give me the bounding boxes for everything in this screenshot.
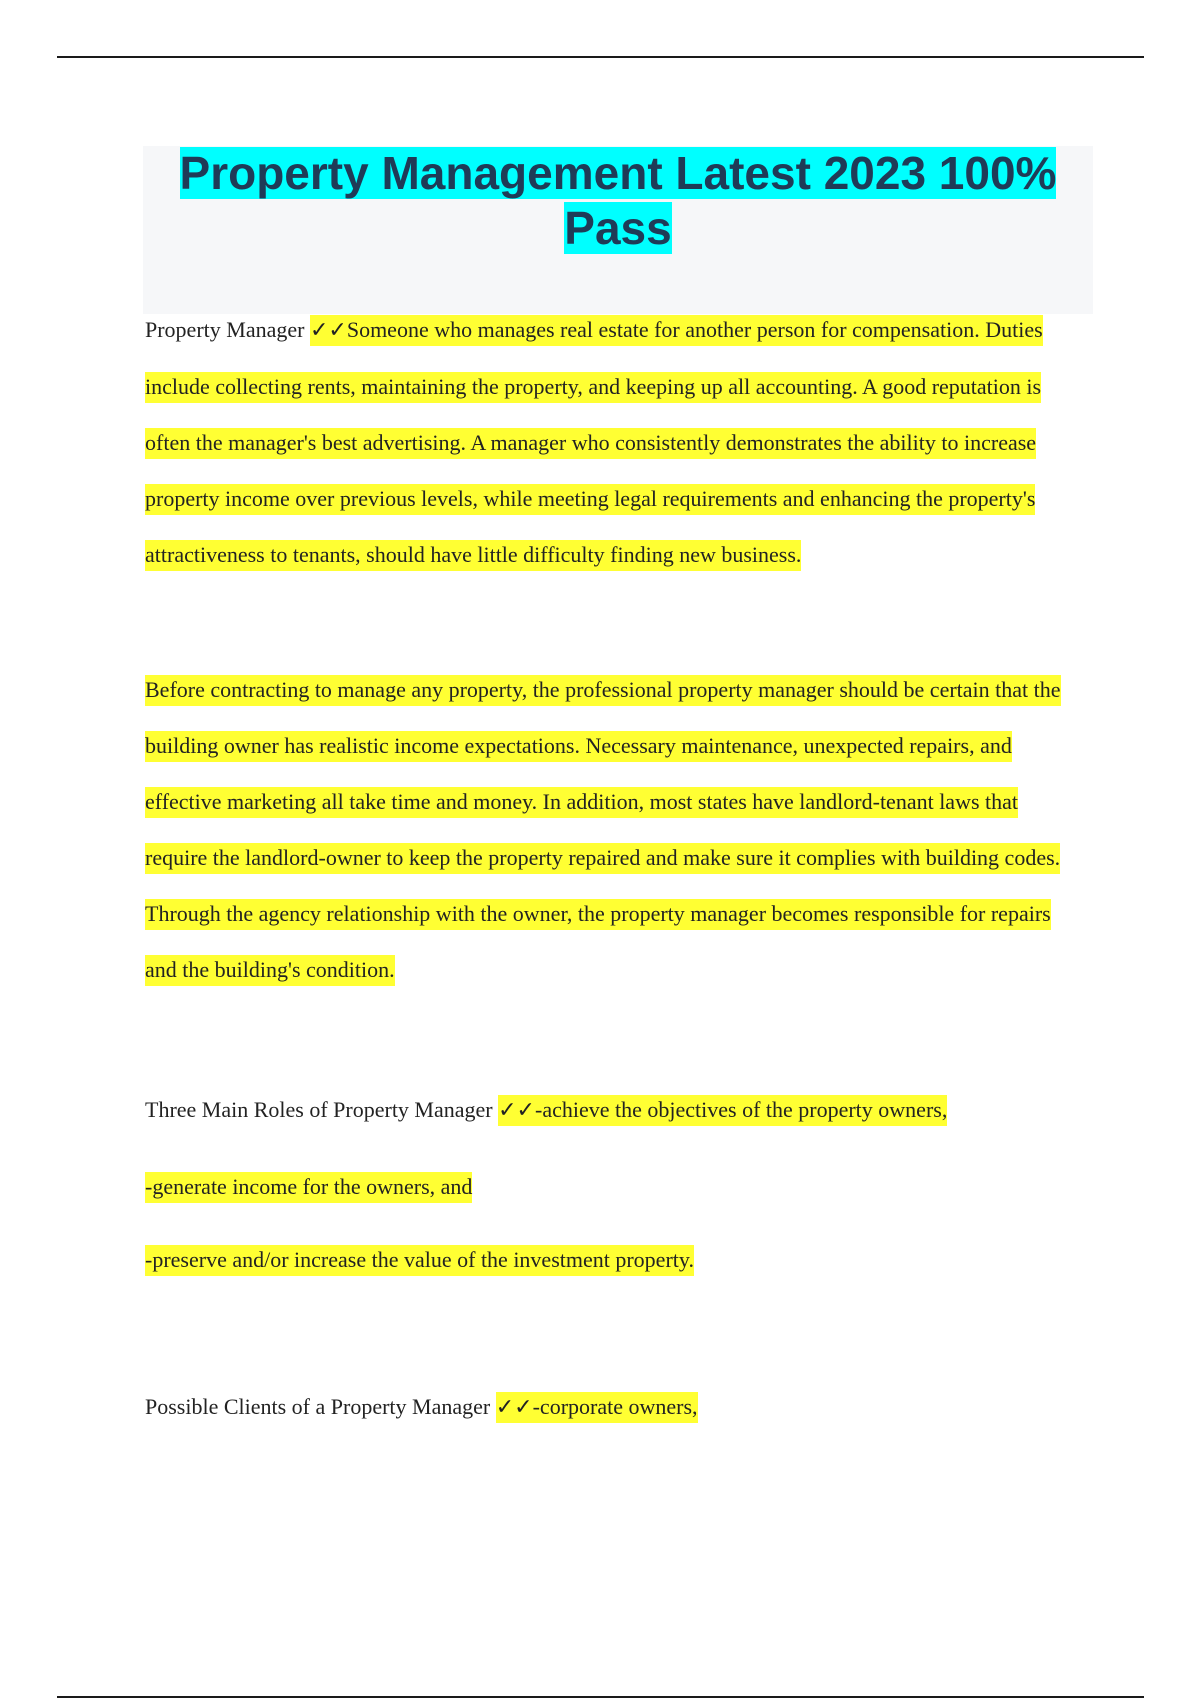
roles-line-2-highlight: -generate income for the owners, and: [145, 1172, 472, 1203]
entry-three-main-roles: [145, 1095, 947, 1126]
check-icon: ✓✓: [498, 1098, 535, 1123]
top-rule: [57, 56, 1144, 58]
entry-possible-clients: [145, 1392, 698, 1423]
roles-line-3-highlight: -preserve and/or increase the value of the investment property.: [145, 1245, 694, 1276]
entry-answer-highlight: [145, 315, 1043, 571]
entry-answer-highlight: [496, 1392, 698, 1423]
entry-term: Three Main Roles of Property Manager: [145, 1097, 499, 1122]
entry-answer-start: -corporate owners,: [532, 1394, 698, 1419]
entry-property-manager: [145, 302, 1085, 583]
entry-paragraph-2: [145, 662, 1085, 998]
entry-answer-start: Someone who manages real estate for another person for compensation.: [346, 317, 980, 342]
entry-term: Property Manager: [145, 317, 310, 342]
paragraph-2-highlight: Before contracting to manage any property, the professional property manager should be certain that the building owner has realistic income expectations. Necessary maintenance, unexpected repairs, and effective marketing all take time and money. In addition, most states have landlord-tenant laws that require the landlord-owner to keep the property repaired and make sure it complies with building codes. Through the agency relationship with the owner, the property manager becomes responsible for repairs and the building's condition.: [145, 675, 1061, 986]
check-icon: ✓✓: [495, 1395, 533, 1420]
entry-answer-start: -achieve the objectives of the property owners,: [535, 1097, 948, 1122]
check-icon: ✓✓: [309, 318, 347, 343]
entry-term: Possible Clients of a Property Manager: [145, 1394, 496, 1419]
roles-line-3: [145, 1245, 694, 1275]
entry-answer-rest: Duties include collecting rents, maintaining the property, and keeping up all accounting. A good reputation is often the manager's best advertising. A manager who consistently demonstrates the ability to increase property income over previous levels, while meeting legal requirements and enhancing the property's attractiveness to tenants, should have little difficulty finding new business.: [145, 317, 1043, 567]
title-line-1: Property Management Latest 2023 100%: [179, 147, 1057, 199]
bottom-rule: [57, 1696, 1144, 1698]
entry-answer-highlight: [498, 1095, 947, 1126]
title-line-2: Pass: [564, 202, 672, 254]
page-title: [143, 146, 1093, 256]
title-box: [143, 146, 1093, 314]
roles-line-2: [145, 1172, 472, 1202]
